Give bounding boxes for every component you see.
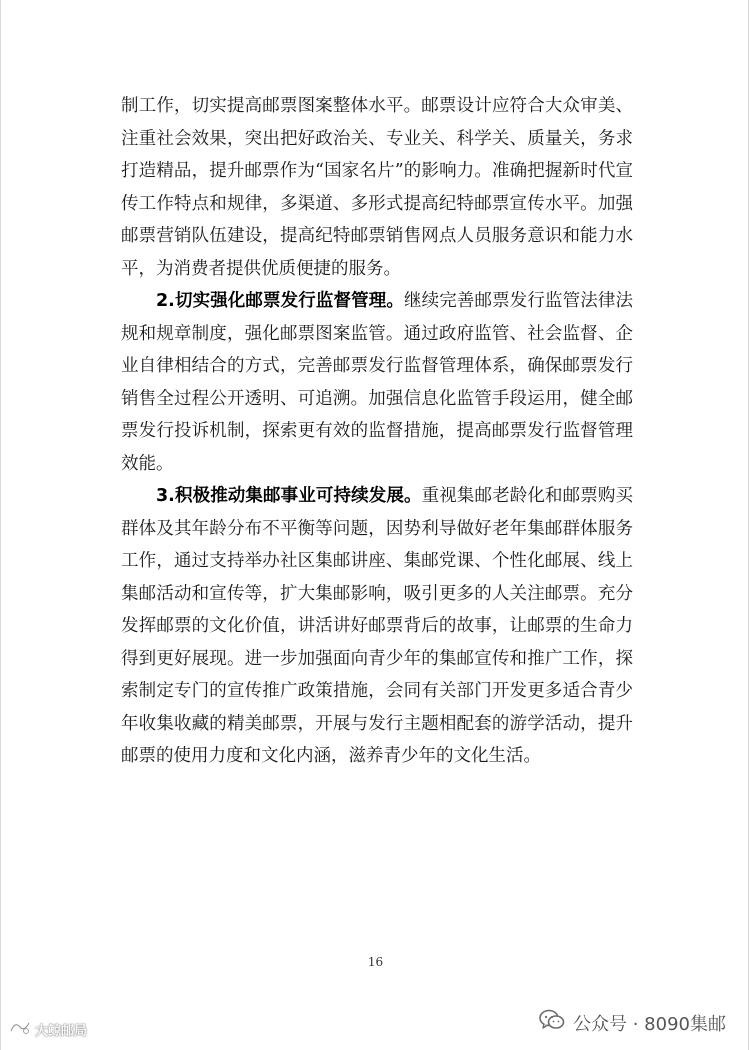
paragraph-3-text: 重视集邮老龄化和邮票购买群体及其年龄分布不平衡等问题，因势利导做好老年集邮群体服务工作，通过支持举办社区集邮讲座、集邮党课、个性化邮展、线上集邮活动和宣传等，扩大集邮影响，吸引更多的人关注邮票。充分发挥邮票的文化价值，讲活讲好邮票背后的故事，让邮票的生命力得到更好展现。进一步加强面向青少年的集邮宣传和推广工作，探索制定专门的宣传推广政策措施，会同有关部门开发更多适合青少年收集收藏的精美邮票，开展与发行主题相配套的游学活动，提升邮票的使用力度和文化内涵，滋养青少年的文化生活。 (121, 486, 633, 766)
source-watermark (9, 1019, 87, 1040)
wechat-icon (539, 1009, 565, 1036)
account-watermark-text: 公众号 · 8090集邮 (573, 1013, 726, 1035)
paragraph-1 (121, 90, 633, 285)
paragraph-1-text: 制工作，切实提高邮票图案整体水平。邮票设计应符合大众审美、注重社会效果，突出把好政治关、专业关、科学关、质量关，务求打造精品，提升邮票作为“国家名片”的影响力。准确把握新时代宣传工作特点和规律，多渠道、多形式提高纪特邮票宣传水平。加强邮票营销队伍建设，提高纪特邮票销售网点人员服务意识和能力水平，为消费者提供优质便捷的服务。 (121, 96, 633, 279)
paragraph-2-heading: 2.切实强化邮票发行监督管理。 (156, 291, 405, 311)
document-body (121, 90, 633, 773)
paragraph-3-heading: 3.积极推动集邮事业可持续发展。 (156, 486, 422, 506)
logo-icon (9, 1019, 31, 1040)
paragraph-2 (121, 285, 633, 480)
page-number: 16 (367, 955, 384, 969)
paragraph-2-text: 继续完善邮票发行监管法律法规和规章制度，强化邮票图案监管。通过政府监管、社会监督、企业自律相结合的方式，完善邮票发行监督管理体系，确保邮票发行销售全过程公开透明、可追溯。加强信息化监管手段运用，健全邮票发行投诉机制，探索更有效的监督措施，提高邮票发行监督管理效能。 (121, 291, 634, 474)
account-watermark (539, 1009, 726, 1036)
source-watermark-text: 大鲸邮局 (35, 1024, 88, 1039)
paragraph-3 (121, 480, 633, 773)
